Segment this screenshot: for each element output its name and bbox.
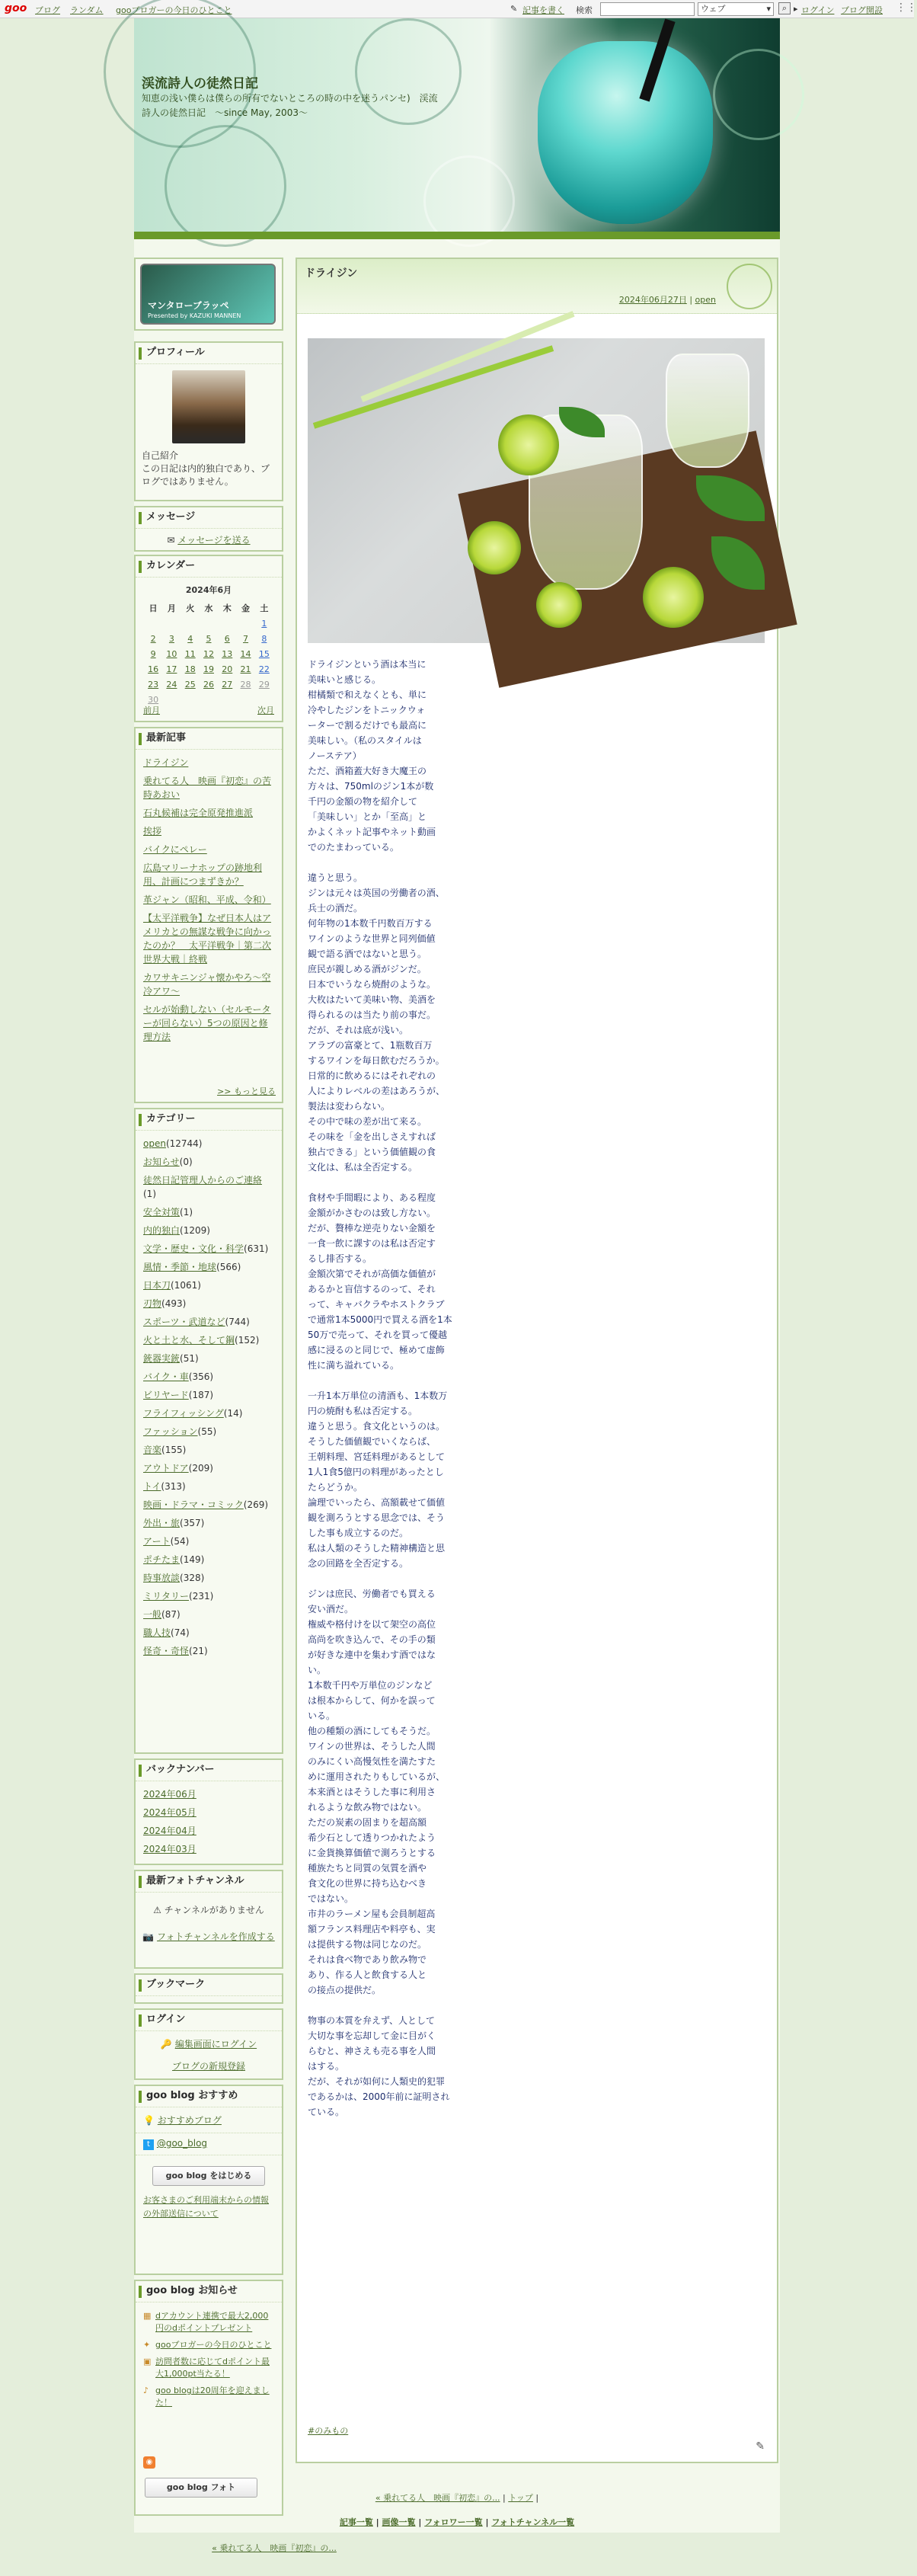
- toolbar-open-blog[interactable]: ブログ開設: [841, 5, 883, 15]
- category-item: [143, 1137, 274, 1150]
- calendar-day-link[interactable]: 3: [168, 633, 174, 644]
- entry-body: ドライジンという酒は本当に 美味いと感じる。 柑橘類で和えなくとも、単に 冷やしたジンをトニックウォ ーターで割るだけでも最高に 美味しい。（私のスタイルは ノーステア） ただ、酒箱蓋大好き大魔王の 方々は、750mlのジン1本が数 千円の金額の物を紹介して 「美味しい」とか「至高」と かよくネット記事やネット動画 でのたまわっている。 違うと思う。 ジンは元々は英国の労働者の酒、 兵士の酒だ。 何年物の1本数千円数百万する ワインのような世界と同列価値 観で語る酒ではないと思う。 庶民が親しめる酒がジンだ。 日本でいうなら焼酎のような。 大枚はたいて美味い物、美酒を 得られるのは当たり前の事だ。 だが、それは底が浅い。 アラブの富豪とて、1瓶数百万 するワインを毎日飲むだろうか。 日常的に飲めるにはそれぞれの 人によりレベルの差はあろうが、 製法は変わらない。 その中で味の差が出て来る。 その味を「金を出しさえすれば 独占できる」という価値観の食 文化は、私は全否定する。 食材や手間暇により、ある程度 金額がかさむのは致し方ない。 だが、贅棒な逆売りない金額を 一食一飲に課すのは私は否定す るし排否する。 金額次第でそれが高価な価値が あるかと盲信するのって、それ って、キャバクラやホストクラブ で通常1本5000円で買える酒を1本 50万で売って、それを買って優越 感に浸るのと同じで、極めて虚飾 性に満ち溢れている。 一升1本万単位の清酒も、1本数万 円の焼酎も私は否定する。 違うと思う。食文化というのは。 そうした価値観でいくならば、 王朝料理、宮廷料理があるとして 1人1食5億円の料理があったとし たらどうか。 論理でいったら、高額載せて価値 観を測ろうとする思念では、そう した事も成立するのだ。 私は人類のそうした精神構造と思 念の回路を全否定する。 ジンは庶民、労働者でも買える 安い酒だ。 権威や格付けを以て架空の高位 高尚を吹き込んで、その手の類 が好きな連中を集わす酒ではな い。 1本数千円や万単位のジンなど は根本からして、何かを誤って いる。 他の種類の酒にしてもそうだ。 ワインの世界は、そうした人間 のみにくい高慢気性を満たすた めに運用されたりもしているが、 本来酒とはそうした事に利用さ れるような飲み物ではない。 ただの炭素の固まりを超高額 希少石として透りつかれたよう に金貨換算価値で測ろうとする 種族たちと同質の気質を酒や 食文化の世界に持ち込むべき ではない。 市井のラーメン屋も会員制超高 額フランス料理店や料亭も、実 は提供する物は同じなのだ。 それは食べ物であり飲み物で あり、作る人と飲食する人と の接点の提供だ。 物事の本質を弁えず、人として 大切な事を忘却して金に目がく らむと、神さえも売る事を人間 はする。 だが、それが如何に人類史的犯罪 であるかは、2000年前に証明され ている。: [308, 659, 452, 2117]
- calendar-day[interactable]: [255, 631, 273, 646]
- category-item: [143, 1297, 274, 1310]
- calendar-day[interactable]: [255, 661, 273, 677]
- category-item: [143, 1406, 274, 1420]
- category-item: [143, 1155, 274, 1169]
- calendar-day[interactable]: [255, 677, 273, 692]
- calendar-day[interactable]: [200, 661, 218, 677]
- toolbar-link-random[interactable]: ランダム: [70, 5, 104, 15]
- calendar-day[interactable]: [144, 646, 162, 661]
- entry-tag[interactable]: #のみもの: [308, 2426, 349, 2436]
- follower-list-link[interactable]: フォロワー一覧: [424, 2517, 483, 2527]
- weekday-header: 日: [149, 603, 158, 613]
- category-link[interactable]: 徒然日記管理人からのご連絡: [143, 1175, 263, 1186]
- photo-lime: [536, 582, 582, 628]
- backnumber-link[interactable]: 2024年03月: [143, 1844, 196, 1854]
- recent-post-link[interactable]: 石丸候補は完全原発推進派: [143, 808, 254, 818]
- backnumber-box: [134, 1758, 283, 1865]
- calendar-day-link[interactable]: 25: [184, 679, 196, 690]
- new-blog-link[interactable]: ブログの新規登録: [171, 2061, 245, 2072]
- calendar-day[interactable]: [218, 661, 236, 677]
- category-link[interactable]: 時事放談: [143, 1573, 181, 1583]
- blog-header: [134, 18, 780, 239]
- category-count: (14): [223, 1408, 243, 1419]
- calendar-day-link[interactable]: 15: [258, 648, 270, 659]
- category-link[interactable]: アート: [143, 1536, 171, 1547]
- category-item: [143, 1425, 274, 1438]
- bookmark-box: [134, 1973, 283, 2004]
- category-item: [143, 1388, 274, 1402]
- toolbar-login[interactable]: ログイン: [801, 5, 835, 15]
- category-item: [143, 1589, 274, 1603]
- calendar-day-link[interactable]: 5: [206, 633, 212, 644]
- calendar-day: [236, 692, 254, 707]
- category-item: [143, 1498, 274, 1512]
- calendar-day[interactable]: [162, 646, 181, 661]
- category-link[interactable]: ミリタリー: [143, 1591, 190, 1602]
- category-count: (209): [188, 1463, 213, 1474]
- photo-channel-box: [134, 1870, 283, 1969]
- category-item: [143, 1534, 274, 1548]
- top-link[interactable]: トップ: [508, 2493, 533, 2503]
- weekday-header: 火: [186, 603, 195, 613]
- profile-heading: プロフィール: [136, 343, 282, 364]
- calendar-box: [134, 555, 283, 722]
- calendar-day-link[interactable]: 9: [150, 648, 156, 659]
- category-link[interactable]: 内的独白: [143, 1225, 181, 1236]
- category-count: (1061): [171, 1280, 201, 1291]
- category-link[interactable]: 一般: [143, 1609, 162, 1620]
- calendar-day-link[interactable]: 12: [203, 648, 214, 659]
- category-count: (21): [189, 1646, 208, 1656]
- category-link[interactable]: ファッション: [143, 1426, 198, 1437]
- entry-header: [297, 259, 777, 314]
- weekday-header: 水: [204, 603, 213, 613]
- camera-icon: 📷: [142, 1931, 155, 1942]
- calendar-day[interactable]: [200, 631, 218, 646]
- category-count: (155): [161, 1445, 187, 1455]
- edit-pencil-icon[interactable]: ✎: [756, 2440, 765, 2453]
- blog-description: 知恵の浅い僕らは僕らの所有でないところの時の中を迷うパンセ) 渓流詩人の徒然日記 ～since May, 2003～: [142, 93, 438, 118]
- more-posts-link[interactable]: >> もっと見る: [217, 1086, 276, 1096]
- bulb-icon: 💡: [143, 2115, 155, 2126]
- calendar-day-link[interactable]: 24: [166, 679, 177, 690]
- calendar-next-link[interactable]: 次月: [257, 706, 274, 715]
- blog-photo-button[interactable]: goo blog フォト: [145, 2478, 257, 2498]
- news-heading: goo blog お知らせ: [136, 2281, 282, 2302]
- prev-entry-link-bottom[interactable]: « 乗れてる人 映画『初恋』の...: [212, 2543, 337, 2553]
- calendar-day-link[interactable]: 2: [150, 633, 156, 644]
- bookmark-heading: ブックマーク: [136, 1975, 282, 1996]
- calendar-day-link[interactable]: 26: [203, 679, 214, 690]
- news-link[interactable]: 訪問者数に応じてdポイント最大1,000pt当たる！: [155, 2357, 270, 2379]
- category-count: (1209): [180, 1225, 210, 1236]
- category-link[interactable]: バイク・車: [143, 1371, 189, 1382]
- calendar-day[interactable]: [218, 677, 236, 692]
- login-box: [134, 2008, 283, 2080]
- grid-menu-icon[interactable]: ⋮⋮: [896, 2, 917, 14]
- calendar-day[interactable]: [144, 661, 162, 677]
- category-link[interactable]: 日本刀: [143, 1280, 171, 1291]
- recent-post-link[interactable]: セルが始動しない（セルモーターが回らない）5つの原因と修理方法: [143, 1004, 271, 1042]
- calendar-day[interactable]: [200, 646, 218, 661]
- calendar-day[interactable]: [218, 631, 236, 646]
- sidebar-banner[interactable]: [134, 258, 283, 331]
- recent-post-link[interactable]: カワサキニンジャ懐かやろ～空冷アワ～: [143, 972, 271, 997]
- photo-lime: [468, 521, 521, 574]
- start-blog-button[interactable]: goo blog をはじめる: [152, 2166, 265, 2186]
- message-heading: メッセージ: [136, 507, 282, 529]
- calendar-day[interactable]: [181, 646, 200, 661]
- news-icon: ▦: [143, 2311, 152, 2321]
- category-item: [143, 1224, 274, 1237]
- backnumber-heading: バックナンバー: [136, 1760, 282, 1781]
- calendar-day-link[interactable]: 10: [166, 648, 177, 659]
- calendar-day-link[interactable]: 29: [258, 679, 270, 690]
- category-count: (152): [235, 1335, 260, 1346]
- calendar-day[interactable]: [181, 661, 200, 677]
- category-item: [143, 1242, 274, 1256]
- calendar-day[interactable]: [218, 646, 236, 661]
- pencil-icon: ✎: [510, 4, 518, 14]
- category-count: (744): [225, 1317, 250, 1327]
- header-drink-glass: [538, 41, 713, 224]
- calendar-heading: カレンダー: [136, 556, 282, 578]
- calendar-day[interactable]: [200, 677, 218, 692]
- calendar-day-link[interactable]: 4: [187, 633, 193, 644]
- create-channel-link[interactable]: フォトチャンネルを作成する: [157, 1931, 275, 1942]
- category-link[interactable]: お知らせ: [143, 1157, 180, 1167]
- recent-post-link[interactable]: バイクにペレー: [143, 844, 207, 855]
- banner-subtitle: Presented by KAZUKI MANNEN: [148, 312, 241, 319]
- category-box: [134, 1108, 283, 1754]
- login-heading: ログイン: [136, 2010, 282, 2031]
- entry-title[interactable]: ドライジン: [305, 267, 358, 280]
- category-count: (1): [143, 1189, 156, 1199]
- category-count: (51): [180, 1353, 199, 1364]
- category-link[interactable]: 刃物: [143, 1298, 162, 1309]
- entry-meta: 2024年06月27日 | open: [618, 295, 716, 305]
- calendar-day-link[interactable]: 7: [243, 633, 249, 644]
- category-count: (55): [197, 1426, 217, 1437]
- blog-title[interactable]: 渓流詩人の徒然日記: [142, 76, 258, 91]
- category-link[interactable]: 怪奇・奇怪: [143, 1646, 190, 1656]
- envelope-icon: ✉: [167, 535, 175, 546]
- weekday-header: 木: [222, 603, 232, 613]
- calendar-day-link[interactable]: 17: [166, 664, 177, 674]
- twitter-icon: t: [143, 2139, 154, 2150]
- photo-channel-heading: 最新フォトチャンネル: [136, 1871, 282, 1893]
- entry-date-link[interactable]: 2024年06月27日: [618, 295, 687, 305]
- twitter-link[interactable]: @goo_blog: [156, 2138, 208, 2149]
- profile-label: 自己紹介: [142, 450, 179, 461]
- news-item: [143, 2385, 274, 2409]
- weekday-header: 金: [241, 603, 251, 613]
- recent-post-link[interactable]: 革ジャン（昭和、平成、令和）: [143, 894, 271, 905]
- search-icon[interactable]: ⌕: [778, 2, 791, 14]
- calendar-day: [144, 616, 162, 631]
- news-link[interactable]: dアカウント連携で最大2,000円のdポイントプレゼント: [155, 2311, 269, 2333]
- category-link[interactable]: 音楽: [143, 1445, 162, 1455]
- calendar-day: [200, 616, 218, 631]
- calendar-day[interactable]: [162, 677, 181, 692]
- category-link[interactable]: 映画・ドラマ・コミック: [143, 1499, 244, 1510]
- backnumber-link[interactable]: 2024年06月: [143, 1789, 196, 1800]
- news-item: [143, 2310, 274, 2334]
- recent-post-link[interactable]: ドライジン: [143, 757, 189, 768]
- calendar-day-link[interactable]: 23: [148, 679, 159, 690]
- category-link[interactable]: スポーツ・武道など: [143, 1317, 225, 1327]
- entry-nav-bottom: [0, 2542, 731, 2554]
- entry-photo-gin-tonic[interactable]: [308, 338, 765, 643]
- entry-category-link[interactable]: open: [695, 295, 716, 305]
- calendar-day-link[interactable]: 6: [224, 633, 230, 644]
- calendar-day[interactable]: [144, 631, 162, 646]
- calendar-day[interactable]: [236, 661, 254, 677]
- category-item: [143, 1644, 274, 1658]
- calendar-day: [181, 616, 200, 631]
- profile-text: この日記は内的独白であり、ブログではありません。: [142, 463, 270, 487]
- recent-posts-heading: 最新記事: [136, 728, 282, 750]
- category-item: [143, 1173, 274, 1201]
- category-link[interactable]: アウトドア: [143, 1463, 189, 1474]
- photo-glass: [666, 354, 749, 468]
- category-count: (1): [180, 1207, 193, 1218]
- calendar-day-link[interactable]: 28: [240, 679, 251, 690]
- calendar-day-link[interactable]: 11: [184, 648, 196, 659]
- send-message-link[interactable]: メッセージを送る: [177, 535, 251, 546]
- news-icon: ♪: [143, 2386, 149, 2395]
- key-icon: 🔑: [160, 2039, 172, 2050]
- lace-ornament: [713, 49, 804, 140]
- photo-lime: [643, 567, 704, 628]
- prev-entry-link[interactable]: « 乗れてる人 映画『初恋』の...: [375, 2493, 500, 2503]
- recommended-blogs-link[interactable]: おすすめブログ: [157, 2115, 222, 2126]
- calendar-day: [218, 616, 236, 631]
- backnumber-link[interactable]: 2024年04月: [143, 1826, 196, 1836]
- category-item: [143, 1370, 274, 1384]
- calendar-day-link[interactable]: 16: [148, 664, 159, 674]
- toolbar-link-blog[interactable]: ブログ: [35, 5, 60, 15]
- entry-article: [296, 258, 778, 2463]
- calendar-day-link[interactable]: 30: [148, 694, 159, 705]
- category-item: [143, 1260, 274, 1274]
- category-item: [143, 1626, 274, 1640]
- category-item: [143, 1516, 274, 1530]
- category-item: [143, 1571, 274, 1585]
- calendar-day: [200, 692, 218, 707]
- calendar-day[interactable]: [162, 661, 181, 677]
- calendar-prev-link[interactable]: 前月: [143, 706, 160, 715]
- category-count: (12744): [165, 1138, 203, 1149]
- calendar-day[interactable]: [255, 646, 273, 661]
- calendar-table: [144, 600, 273, 707]
- calendar-day-link[interactable]: 27: [222, 679, 233, 690]
- calendar-day: [181, 692, 200, 707]
- category-count: (566): [216, 1262, 241, 1272]
- calendar-day-link[interactable]: 8: [261, 633, 267, 644]
- goo-logo[interactable]: goo: [5, 2, 27, 14]
- article-list-link[interactable]: 記事一覧: [339, 2517, 373, 2527]
- category-link[interactable]: 安全対策: [143, 1207, 181, 1218]
- profile-avatar: [172, 370, 245, 443]
- category-link[interactable]: open: [143, 1138, 166, 1149]
- news-link[interactable]: goo blogは20周年を迎えました！: [155, 2386, 270, 2408]
- calendar-day[interactable]: [255, 616, 273, 631]
- login-icon: ▸: [794, 4, 798, 14]
- calendar-day[interactable]: [236, 646, 254, 661]
- category-link[interactable]: 職人技: [143, 1627, 171, 1638]
- category-item: [143, 1278, 274, 1292]
- search-input[interactable]: [600, 2, 695, 16]
- calendar-day-link[interactable]: 22: [258, 664, 270, 674]
- category-count: (313): [161, 1481, 186, 1492]
- calendar-day-link[interactable]: 19: [203, 664, 214, 674]
- calendar-day-link[interactable]: 13: [222, 648, 233, 659]
- search-label: 検索: [576, 5, 593, 15]
- recent-post-link[interactable]: 挨拶: [143, 826, 162, 837]
- category-count: (357): [180, 1518, 205, 1528]
- category-item: [143, 1461, 274, 1475]
- warning-icon: ⚠: [153, 1905, 161, 1915]
- category-count: (356): [188, 1371, 214, 1382]
- message-box: [134, 506, 283, 552]
- calendar-day: [218, 692, 236, 707]
- recent-post-link[interactable]: 乗れてる人 映画『初恋』の苦時あおい: [143, 776, 272, 800]
- post-article-link[interactable]: 記事を書く: [522, 5, 564, 15]
- calendar-day-link[interactable]: 18: [184, 664, 196, 674]
- category-link[interactable]: 風情・季節・地球: [143, 1262, 217, 1272]
- category-item: [143, 1553, 274, 1566]
- news-icon: ✦: [143, 2340, 151, 2350]
- recent-post-link[interactable]: 広島マリーナホップの跡地利用、計画につまずきか？: [143, 862, 263, 887]
- category-link[interactable]: 文学・歴史・文化・科学: [143, 1243, 244, 1254]
- photo-straw: [360, 311, 574, 402]
- category-count: (54): [170, 1536, 190, 1547]
- calendar-day[interactable]: [181, 677, 200, 692]
- news-item: [143, 2356, 274, 2380]
- category-count: (231): [189, 1591, 214, 1602]
- calendar-day: [236, 616, 254, 631]
- category-link[interactable]: 銃器実銃: [143, 1353, 181, 1364]
- category-count: (187): [188, 1390, 214, 1400]
- calendar-day[interactable]: [144, 677, 162, 692]
- editor-login-link[interactable]: 編集画面にログイン: [174, 2039, 257, 2050]
- category-count: (149): [180, 1554, 205, 1565]
- calendar-day-link[interactable]: 21: [240, 664, 251, 674]
- calendar-day[interactable]: [162, 631, 181, 646]
- category-count: (74): [171, 1627, 190, 1638]
- weekday-header: 土: [260, 603, 269, 613]
- entry-nav: « 乗れてる人 映画『初恋』の... | トップ |: [375, 2493, 539, 2503]
- calendar-day-link[interactable]: 20: [222, 664, 233, 674]
- calendar-day: [162, 616, 181, 631]
- calendar-month: 2024年6月: [185, 585, 232, 595]
- category-item: [143, 1205, 274, 1219]
- category-link[interactable]: ポチたま: [143, 1554, 181, 1565]
- header-rule: [134, 232, 780, 239]
- calendar-day[interactable]: [236, 677, 254, 692]
- calendar-day[interactable]: [236, 631, 254, 646]
- weekday-header: 月: [167, 603, 176, 613]
- category-count: (87): [161, 1609, 181, 1620]
- category-item: [143, 1315, 274, 1329]
- category-item: [143, 1480, 274, 1493]
- image-list-link[interactable]: 画像一覧: [382, 2517, 416, 2527]
- category-item: [143, 1333, 274, 1347]
- news-icon: ▣: [143, 2357, 152, 2366]
- news-item: [143, 2339, 274, 2351]
- backnumber-link[interactable]: 2024年05月: [143, 1807, 196, 1818]
- category-link[interactable]: 外出・旅: [143, 1518, 181, 1528]
- category-link[interactable]: フライフィッシング: [143, 1408, 224, 1419]
- category-link[interactable]: 火と土と水、そして鋼: [143, 1335, 235, 1346]
- photo-channel-list-link[interactable]: フォトチャンネル一覧: [491, 2517, 575, 2527]
- category-count: (0): [179, 1157, 193, 1167]
- calendar-day: [162, 692, 181, 707]
- calendar-day[interactable]: [181, 631, 200, 646]
- category-count: (631): [244, 1243, 269, 1254]
- recommend-box: [134, 2085, 283, 2275]
- category-item: [143, 1352, 274, 1365]
- category-heading: カテゴリー: [136, 1109, 282, 1131]
- search-scope-select[interactable]: ウェブ ▾: [698, 2, 774, 16]
- category-link[interactable]: ビリヤード: [143, 1390, 189, 1400]
- category-count: (328): [180, 1573, 205, 1583]
- profile-box: [134, 341, 283, 501]
- calendar-day-link[interactable]: 1: [261, 618, 267, 629]
- photo-lime: [498, 414, 559, 475]
- category-link[interactable]: トイ: [143, 1481, 161, 1492]
- no-channel-text: チャンネルがありません: [164, 1905, 264, 1915]
- news-link[interactable]: gooブロガーの今日のひとこと: [155, 2340, 272, 2350]
- news-box: [134, 2280, 283, 2516]
- recent-post-link[interactable]: 【太平洋戦争】なぜ日本人はアメリカとの無謀な戦争に向かったのか？ 太平洋戦争｜第二次世界大戦｜終戦: [143, 913, 272, 965]
- category-item: [143, 1443, 274, 1457]
- leaf-ornament: [727, 264, 772, 309]
- category-item: [143, 1608, 274, 1621]
- category-count: (493): [161, 1298, 187, 1309]
- category-count: (269): [243, 1499, 269, 1510]
- lace-ornament: [165, 125, 286, 247]
- toolbar-link-hitokoto[interactable]: gooブロガーの今日のひとこと: [116, 5, 232, 15]
- recent-posts-box: [134, 727, 283, 1103]
- rss-icon[interactable]: ◉: [143, 2456, 155, 2469]
- banner-title: マンタローブラッペ: [148, 300, 229, 311]
- footer-index-links: 記事一覧 | 画像一覧 | フォロワー一覧 | フォトチャンネル一覧: [339, 2517, 575, 2527]
- calendar-day-link[interactable]: 14: [240, 648, 251, 659]
- privacy-notice-link[interactable]: お客さまのご利用端末からの情報の外部送信について: [143, 2195, 269, 2219]
- recommend-heading: goo blog おすすめ: [136, 2086, 282, 2107]
